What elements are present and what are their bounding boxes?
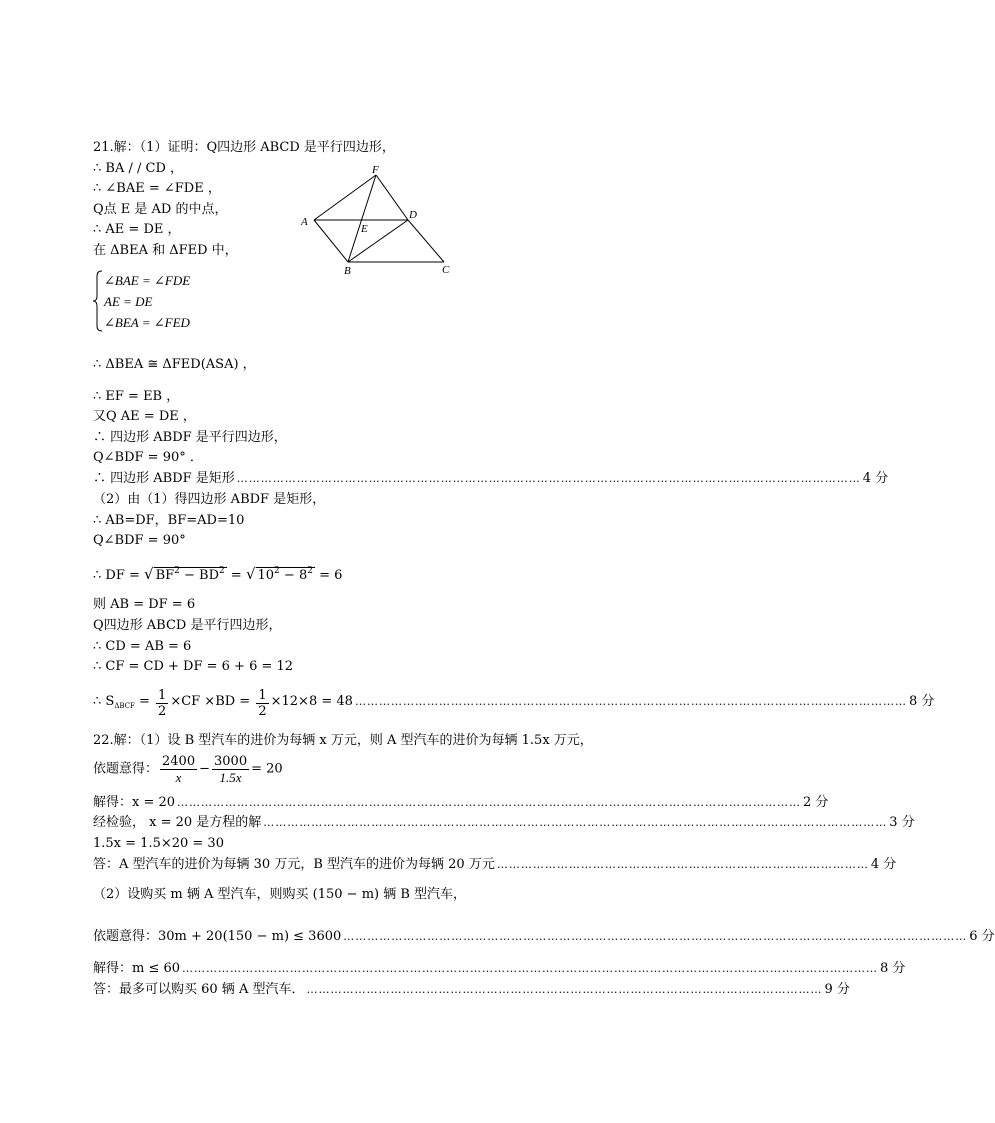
segment-af: [314, 175, 376, 220]
label-e: E: [361, 223, 368, 235]
q21-line-9: 又Q AE = DE ，: [93, 409, 196, 424]
q21-line-15: Q∠BDF = 90°: [93, 533, 186, 548]
exp: 2: [307, 566, 313, 576]
q21-line-3: ∴ ∠BAE = ∠FDE ，: [93, 181, 221, 196]
label-c: C: [442, 264, 450, 276]
q21-line-20: ∴ CF = CD + DF = 6 + 6 = 12: [93, 659, 294, 674]
q21-line-4: Q点 E 是 AD 的中点，: [93, 202, 228, 217]
q22-line-3-text: 解得：x = 20: [93, 795, 176, 810]
num: 1: [158, 688, 167, 703]
q21-line-13: （2）由（1）得四边形 ABDF 是矩形，: [93, 492, 326, 507]
segment-ab: [314, 220, 348, 262]
segment-dc: [408, 220, 444, 262]
score-6: 6 分: [969, 929, 995, 944]
score-8: 8 分: [880, 961, 906, 976]
segment-fd: [376, 175, 408, 220]
fraction-3000-1.5x: [212, 754, 249, 785]
result: = 6: [314, 568, 343, 583]
q21-line-5: ∴ AE = DE ，: [93, 222, 181, 237]
score-3: 3 分: [889, 815, 915, 830]
system-eq-1: ∠BAE = ∠FDE: [104, 273, 191, 288]
bf-term: BF: [155, 568, 175, 583]
q21-line-10: ∴ 四边形 ABDF 是平行四边形，: [93, 430, 287, 445]
q22-line-4-text: 经检验， x = 20 是方程的解: [93, 815, 262, 830]
sqrt-sign: √: [245, 565, 256, 583]
q22-line-1: 22.解：（1）设 B 型汽车的进价为每辆 x 万元，则 A 型汽车的进价为每辆 1.5x 万元，: [93, 733, 593, 748]
q22-line-10-text: 答：最多可以购买 60 辆 A 型汽车．: [93, 982, 305, 997]
area-formula: [93, 688, 353, 719]
s: ∴ S: [93, 694, 115, 709]
score-9: 9 分: [824, 982, 850, 997]
label-d: D: [409, 209, 417, 221]
sqrt-radicand-1: [154, 567, 227, 584]
exp: 2: [274, 566, 280, 576]
leader-dots: …………………………………………………………………………………………………………………………………………: [343, 930, 968, 943]
label-b: B: [344, 265, 351, 277]
den: 1.5x: [219, 770, 242, 785]
eq: =: [134, 694, 155, 709]
minus: −: [199, 761, 211, 777]
half-fraction: [256, 688, 268, 719]
sqrt-sign: √: [144, 565, 154, 583]
leader-dots: …………………………………………………………………………………………………………………………………………: [263, 816, 888, 829]
system-brace: [93, 270, 103, 332]
leader-dots: …………………………………………………………………………………: [496, 858, 869, 871]
bd-term: − BD: [179, 568, 220, 583]
leader-dots: …………………………………………………………………………………………………………………………………………: [236, 472, 861, 485]
df-eq-start: ∴ DF =: [93, 568, 145, 583]
eq-rhs: = 20: [251, 761, 283, 777]
den: 2: [158, 704, 167, 719]
exp: 2: [219, 566, 225, 576]
q21-line-12-text: ∴ 四边形 ABDF 是矩形: [93, 471, 235, 486]
fraction-2400-x: [160, 754, 197, 785]
q21-line-11: Q∠BDF = 90° ．: [93, 450, 203, 465]
q21-line-21: [93, 680, 935, 719]
q22-line-5: 1.5x = 1.5×20 = 30: [93, 836, 224, 851]
q22-line-7: （2）设购买 m 辆 A 型汽车，则购买 (150 − m) 辆 B 型汽车，: [93, 887, 467, 902]
label-f: F: [372, 164, 379, 176]
end: ×12×8 = 48: [270, 694, 353, 709]
den: 2: [258, 704, 267, 719]
num: 3000: [214, 754, 248, 769]
q21-line-2: ∴ BA / / CD ，: [93, 161, 184, 176]
triangle-sub: ΔBCF: [114, 702, 135, 710]
parallelogram-figure: [296, 163, 456, 278]
segment-fb: [348, 175, 376, 262]
exp: 2: [174, 566, 180, 576]
q21-line-16: ∴ DF = √ $BF^2 - BD^2$ = √ $10^2 - 8^2 = 6$: [93, 565, 343, 583]
mid: ×CF ×BD =: [170, 694, 255, 709]
system-eq-2: AE = DE: [104, 294, 153, 309]
q21-line-14: ∴ AB=DF，BF=AD=10: [93, 513, 245, 528]
leader-dots: …………………………………………………………………………………………………………………: [306, 983, 823, 996]
q22-line-9-text: 解得：m ≤ 60: [93, 961, 181, 976]
score-8: 8 分: [908, 694, 935, 709]
num: 2400: [162, 754, 196, 769]
leader-dots: …………………………………………………………………………………………………………………………………………: [177, 796, 802, 809]
q22-line-6-text: 答：A 型汽车的进价为每辆 30 万元，B 型汽车的进价为每辆 20 万元: [93, 857, 495, 872]
sqrt-radicand-2: [256, 567, 315, 584]
q22-line-8-text: 依题意得：30m + 20(150 − m) ≤ 3600: [93, 929, 342, 944]
q21-line-18: Q四边形 ABCD 是平行四边形，: [93, 618, 282, 633]
num: 1: [258, 688, 267, 703]
eight: − 8: [279, 568, 308, 583]
den: x: [175, 770, 182, 785]
q21-line-19: ∴ CD = AB = 6: [93, 639, 192, 654]
q22-line-2: [93, 754, 283, 790]
half-fraction: [156, 688, 168, 719]
segment-bd: [348, 220, 408, 262]
label-a: A: [301, 216, 308, 228]
score-4: 4 分: [870, 857, 897, 872]
q21-line-1: 21.解：（1）证明：Q四边形 ABCD 是平行四边形，: [93, 140, 395, 155]
q21-line-17: 则 AB = DF = 6: [93, 597, 196, 612]
leader-dots: …………………………………………………………………………………………………………………………………………………………: [182, 962, 879, 975]
score-4: 4 分: [862, 471, 889, 486]
score-2: 2 分: [803, 795, 829, 810]
ten: 10: [257, 568, 275, 583]
leader-dots: …………………………………………………………………………………………………………………………: [354, 695, 907, 708]
eq-intro: 依题意得：: [93, 761, 159, 777]
q21-line-6: 在 ΔBEA 和 ΔFED 中，: [93, 243, 238, 258]
system-eq-3: ∠BEA = ∠FED: [104, 315, 190, 330]
q21-line-8: ∴ EF = EB ，: [93, 389, 180, 404]
q21-line-7: ∴ ΔBEA ≅ ΔFED(ASA) ，: [93, 357, 256, 372]
